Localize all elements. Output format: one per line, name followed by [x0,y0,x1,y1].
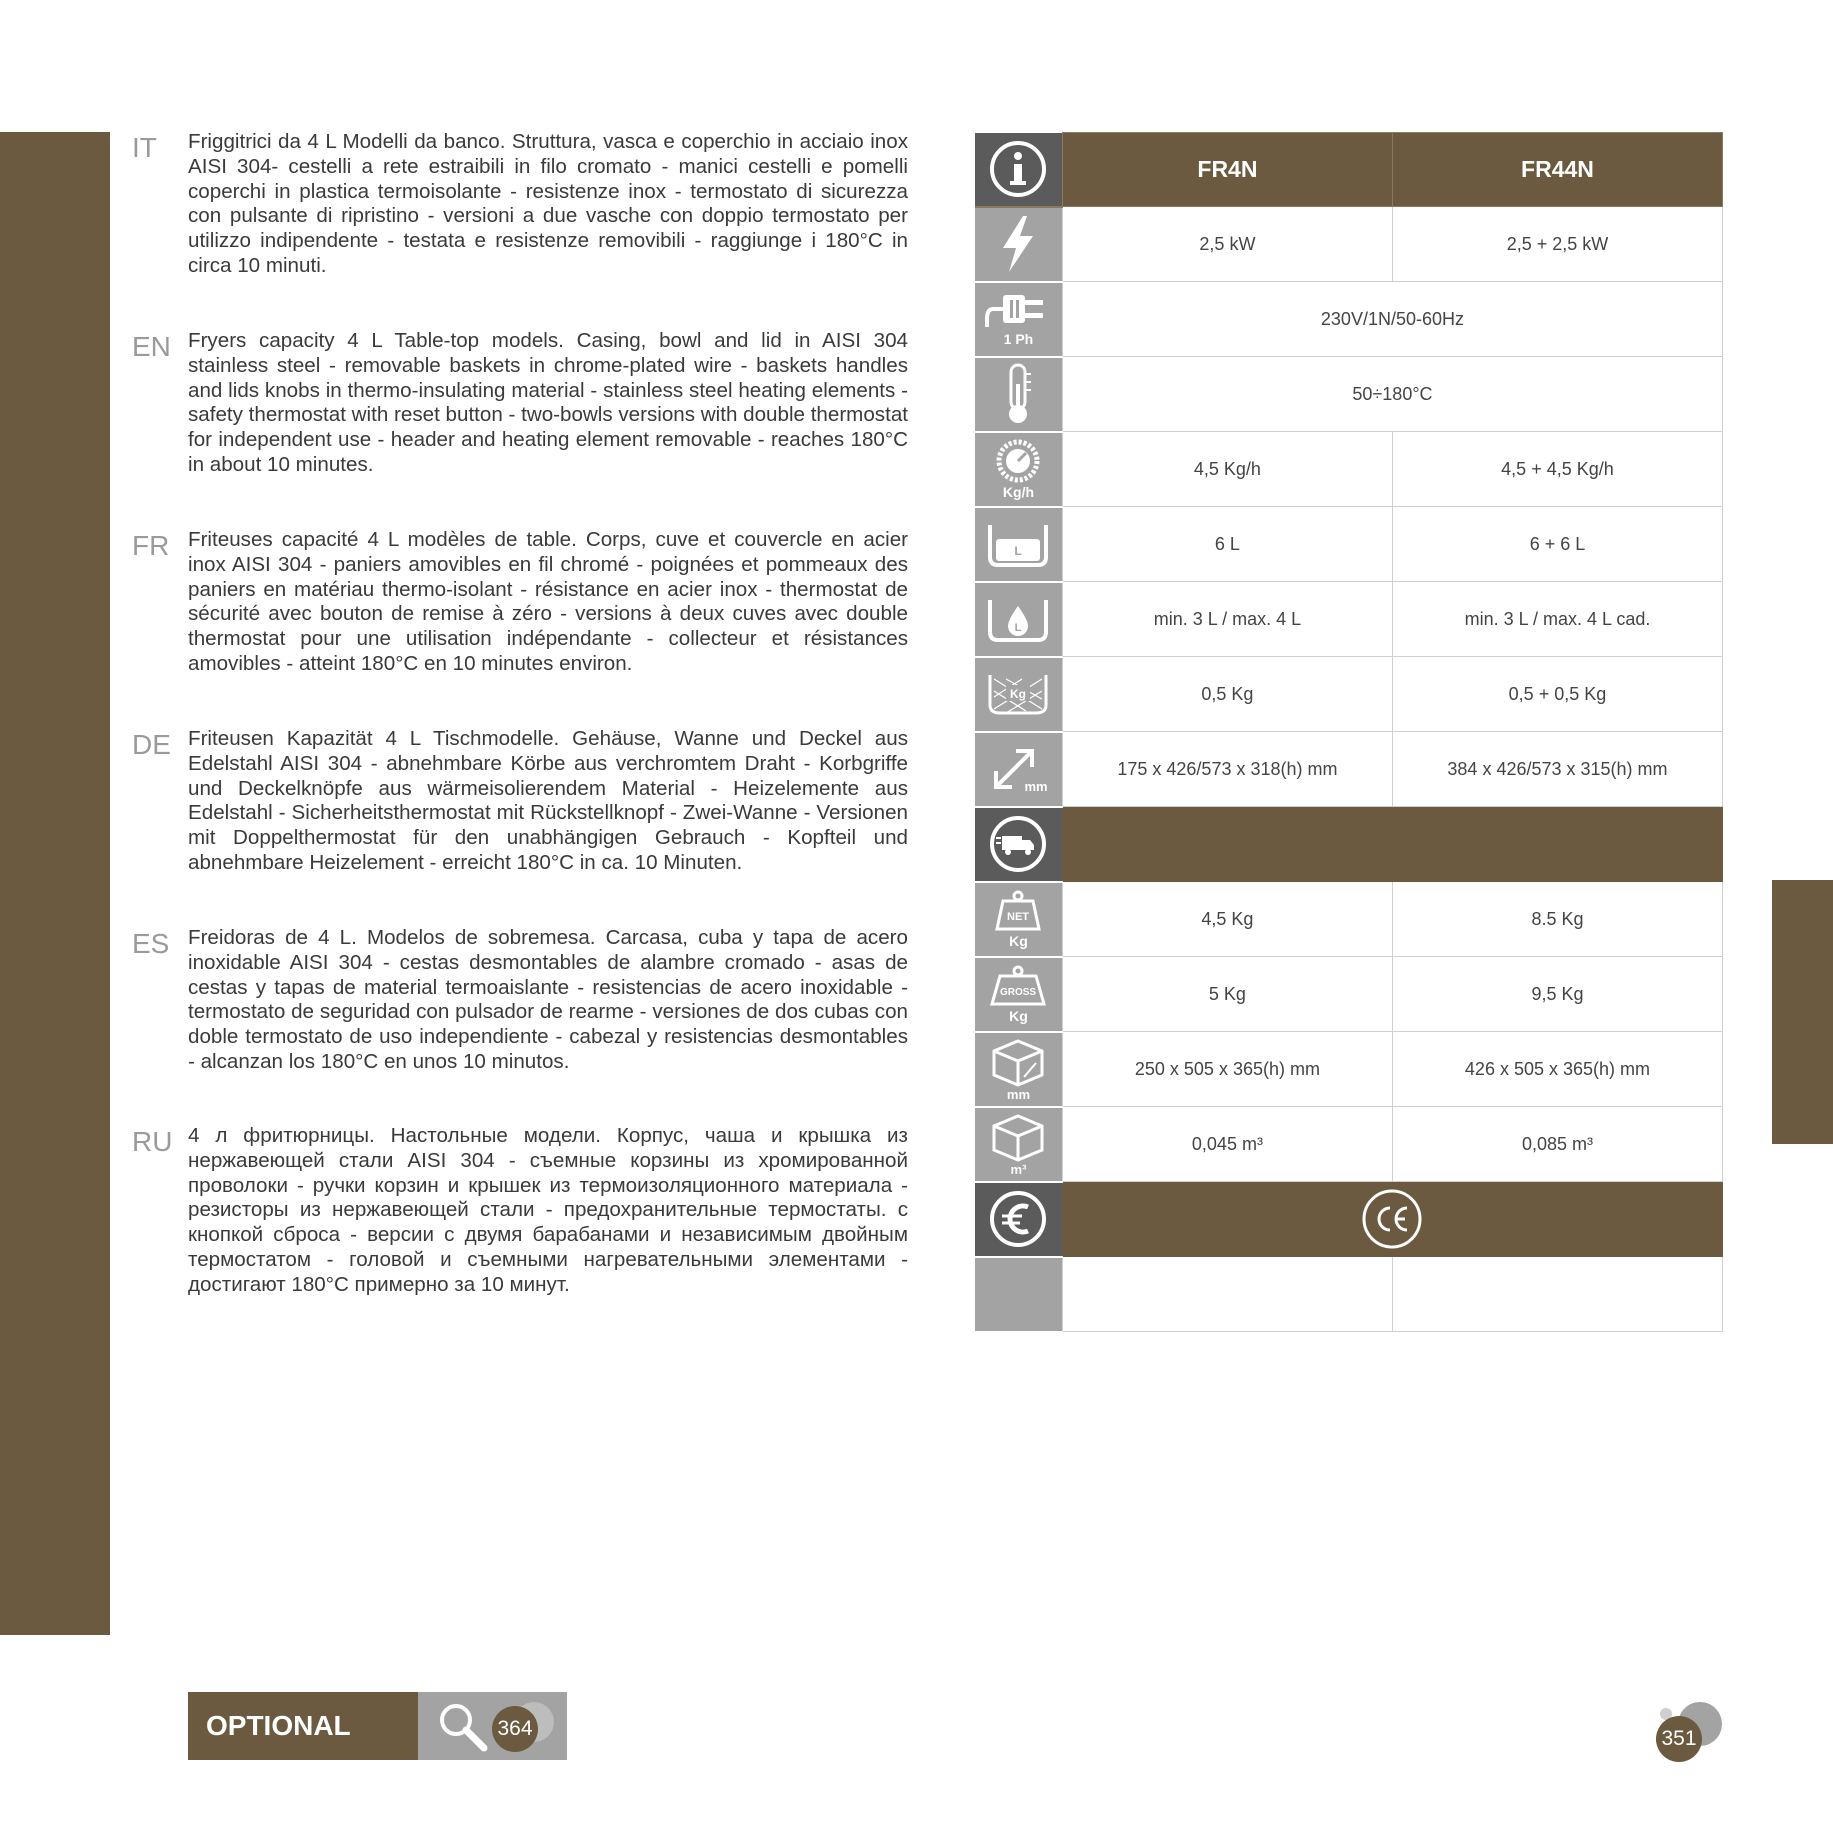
oil-fr4n: min. 3 L / max. 4 L [1062,582,1392,657]
basket-icon [975,657,1062,732]
packing-dimensions-fr4n: 250 x 505 x 365(h) mm [1062,1032,1392,1107]
table-row [975,432,1723,507]
price-fr44n [1392,1257,1722,1332]
left-decorative-bar [0,132,110,1635]
voltage: 230V/1N/50-60Hz [1062,282,1722,357]
lang-code: FR [132,530,170,561]
net-weight-icon: NET Kg [975,882,1062,957]
model-fr4n: FR4N [1062,133,1392,207]
lightning-icon [975,207,1062,282]
table-row [975,732,1723,807]
package-dimensions-icon: mm [975,1032,1062,1107]
spec-table [975,132,1723,1333]
dimensions-fr4n: 175 x 426/573 x 318(h) mm [1062,732,1392,807]
lang-text: Friteuses capacité 4 L modèles de table. Corps, cuve et couvercle en acier inox AISI 304 - paniers amovibles en fil chromé - poignées et pommeaux des paniers en matériau thermo-isolant - résistance en acier inox - thermostat de sécurité avec bouton de remise à zéro - versions à deux cuves avec double thermostat pour une utilisation indépendante - collecteur et résistances amovibles - atteint 180°C en 10 minutes environ. [188,528,908,675]
section-tab [1772,880,1833,1144]
gross-weight-fr44n: 9,5 Kg [1392,957,1722,1032]
gross-weight-fr4n: 5 Kg [1062,957,1392,1032]
table-header-row [975,133,1723,207]
dimensions-fr44n: 384 x 426/573 x 315(h) mm [1392,732,1722,807]
lang-text: Friteusen Kapazität 4 L Tischmodelle. Gehäuse, Wanne und Deckel aus Edelstahl AISI 304 - abnehmbare Körbe aus verchromtem Draht - Korbgriffe und Deckelknöpfe aus wärmeisolierendem Material - Heizelemente aus Edelstahl - Sicherheitsthermostat mit Rückstellknopf - Zwei-Wanne - Versionen mit Doppelthermostat für den unabhängigen Gebrauch - Kopfteil und abnehmbare Heizelement - erreicht 180°C in ca. 10 Minuten. [188,727,908,874]
magnifier-icon [432,1696,492,1756]
svg-text:GROSS: GROSS [1000,987,1037,998]
dimensions-label: mm [1024,779,1049,794]
shipping-band [1062,807,1722,882]
ce-mark-icon [1361,1188,1423,1250]
package-volume-icon: m³ [975,1107,1062,1182]
table-row [975,957,1723,1032]
table-row [975,357,1723,432]
tank-capacity-icon [975,507,1062,582]
info-icon [975,133,1062,207]
production-gauge-icon [975,432,1062,507]
svg-text:Kg: Kg [1010,687,1027,701]
table-row [975,282,1723,357]
table-row [975,882,1723,957]
capacity-fr4n: 6 L [1062,507,1392,582]
lang-text: 4 л фритюрницы. Настольные модели. Корпус, чаша и крышка из нержавеющей стали AISI 304 - съемные корзины из хромированной проволоки - ручки корзин и крышек из термоизоляционного материала - резисторы из нержавеющей стали - предохранительные термостаты. с кнопкой сброса - версии с двумя барабанами и независимым двойным термостатом - головой и съемными нагревательными элементами - достигают 180°C примерно за 10 минут. [188,1124,908,1296]
optional-reference[interactable] [418,1692,567,1760]
lang-code: DE [132,729,171,760]
table-row [975,207,1723,282]
power-fr44n: 2,5 + 2,5 kW [1392,207,1722,282]
lang-code: EN [132,331,171,362]
table-row [975,657,1723,732]
dimensions-icon [975,732,1062,807]
svg-text:L: L [1014,544,1023,558]
price-row [975,1257,1723,1332]
plug-label: 1 Ph [1003,331,1034,347]
plug-icon [975,282,1062,357]
basket-fr44n: 0,5 + 0,5 Kg [1392,657,1722,732]
euro-icon [975,1182,1062,1257]
table-row [975,507,1723,582]
model-fr44n: FR44N [1392,133,1722,207]
production-fr4n: 4,5 Kg/h [1062,432,1392,507]
lang-code: IT [132,132,157,163]
lang-text: Friggitrici da 4 L Modelli da banco. Struttura, vasca e coperchio in acciaio inox AISI 304- cestelli a rete estraibili in filo cromato - manici cestelli e pomelli coperchi in plastica termoisolante - resistenze inox - termostato di sicurezza con pulsante di ripristino - versioni a due vasche con doppio termostato per utilizzo indipendente - testata e resistenze removibili - raggiunge i 180°C in circa 10 minuti. [188,130,908,277]
packing-dimensions-fr44n: 426 x 505 x 365(h) mm [1392,1032,1722,1107]
certification-band-row [975,1182,1723,1257]
oil-level-icon [975,582,1062,657]
shipping-band-row [975,807,1723,882]
lang-text: Fryers capacity 4 L Table-top models. Casing, bowl and lid in AISI 304 stainless steel - removable baskets in chrome-plated wire - baskets handles and lids knobs in thermo-insulating material - stainless steel heating elements - safety thermostat with reset button - two-bowls versions with double thermostat for independent use - header and heating element removable - reaches 180°C in about 10 minutes. [188,329,908,476]
price-icon-cell [975,1257,1062,1332]
packing-volume-fr44n: 0,085 m³ [1392,1107,1722,1182]
optional-page-badge: 364 [492,1706,538,1752]
svg-text:L: L [1015,622,1022,634]
capacity-fr44n: 6 + 6 L [1392,507,1722,582]
thermometer-icon [975,357,1062,432]
table-row [975,1107,1723,1182]
page-number: 351 [1656,1716,1702,1762]
table-row [975,582,1723,657]
price-fr4n [1062,1257,1392,1332]
packing-volume-fr4n: 0,045 m³ [1062,1107,1392,1182]
table-row [975,1032,1723,1107]
production-fr44n: 4,5 + 4,5 Kg/h [1392,432,1722,507]
power-fr4n: 2,5 kW [1062,207,1392,282]
temperature: 50÷180°C [1062,357,1722,432]
lang-code: RU [132,1126,173,1157]
basket-fr4n: 0,5 Kg [1062,657,1392,732]
lang-code: ES [132,928,170,959]
net-weight-fr44n: 8.5 Kg [1392,882,1722,957]
production-label: Kg/h [1002,484,1035,500]
net-weight-fr4n: 4,5 Kg [1062,882,1392,957]
delivery-truck-icon [975,807,1062,882]
ce-band [1062,1182,1722,1257]
oil-fr44n: min. 3 L / max. 4 L cad. [1392,582,1722,657]
svg-text:NET: NET [1007,911,1030,923]
gross-weight-icon: GROSS Kg [975,957,1062,1032]
optional-label[interactable]: OPTIONAL [188,1692,418,1760]
lang-text: Freidoras de 4 L. Modelos de sobremesa. Carcasa, cuba y tapa de acero inoxidable AISI 304 - cestas desmontables de alambre cromado - asas de cestas y tapas de material termoaislante - resistencias de acero inoxidable - termostato de seguridad con pulsador de rearme - versiones de dos cubas con doble termostato de uso independiente - cabezal y resistencias desmontables - alcanzan los 180°C en unos 10 minutos. [188,926,908,1073]
